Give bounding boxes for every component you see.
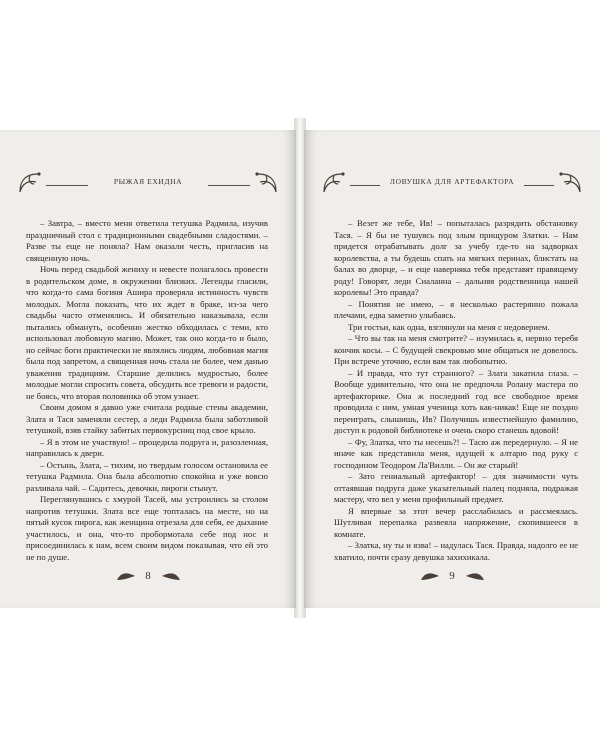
laurel-leaf-icon [419, 570, 441, 582]
left-page [0, 130, 296, 608]
laurel-leaf-icon [160, 570, 182, 582]
running-head-title: РЫЖАЯ ЕХИДНА [113, 177, 183, 186]
paragraph: – Златка, ну ты и язва! – надулась Тася. Правда, надолго ее не хватило, почти сразу девушка захихикала. [334, 540, 578, 562]
right-running-head [322, 176, 582, 200]
head-rule-right [208, 185, 250, 186]
paragraph: Переглянувшись с хмурой Тасей, мы устроились за столом напротив тетушки. Злата все еще топталась на месте, но на пятый кусок пирога, как женщина отрезала для себя, ее дыхание участилось, и она, что-то пробормотала себе под нос и присоединилась к нам, всем своим видом показывая, что ей это не по душе. [26, 494, 268, 562]
paragraph: Ночь перед свадьбой жениху и невесте полагалось провести в родительском доме, в окружении близких. Легенды гласили, что когда-то сама богиня Ашира проверяла истинность чувств молодых. Могла показать, что их ждет в браке, из-за чего свадьбы часто отменялись. И обязательно наказывала, если пытались обмануть, особенно жестко обходилась с теми, кто использовал любовную магию. Может, так оно когда-то и было, но сейчас боги практически не являлись людям, любовная магия была под запретом, а священная ночь стала не более, чем данью уважения традициям. Старшие делились мудростью, более молодые могли спросить совета, обсудить все тревоги и радости, не боясь, что вторая половинка об этом узнает. [26, 264, 268, 401]
page-number: 8 [145, 570, 151, 583]
head-rule-right [524, 185, 554, 186]
paragraph: – Что вы так на меня смотрите? – изумилась я, нервно теребя кончик косы. – С будущей свекровью мне общаться не довелось. При встрече уточню, если вам так любопытно. [334, 333, 578, 366]
paragraph: Три гостьи, как одна, взглянули на меня с недоверием. [348, 321, 550, 332]
page-number: 9 [449, 570, 455, 583]
running-head-title: ЛОВУШКА ДЛЯ АРТЕФАКТОРА [389, 177, 515, 186]
right-page-folio [304, 570, 600, 582]
paragraph: – Остынь, Злата, – тихим, но твердым голосом остановила ее тетушка Радмила. Она была абсолютно спокойна и уже вовсю разливала чай. – Садитесь, девочки, пироги стынут. [26, 459, 268, 493]
right-body-text [334, 218, 578, 563]
flourish-ornament-icon [252, 170, 278, 194]
left-running-head [18, 176, 278, 200]
left-page-folio [0, 570, 296, 582]
laurel-leaf-icon [464, 570, 486, 582]
paragraph: – И правда, что тут странного? – Злата закатила глаза. – Вообще удивительно, что она не предпочла Ролану мастера по артефакторике. Она ж последний год все свободное время проводила с ним, умная ученица хоть как-никак! Еще не поздно переиграть, слышишь, Ив? Получишь известнейшую фамилию, доступ к родовой библиотеке и очень скоро станешь вдовой! [334, 367, 578, 435]
paragraph: Я впервые за этот вечер расслабилась и рассмеялась. Шутливая перепалка развеяла напряжение, скопившееся в комнате. [334, 505, 578, 539]
flourish-ornament-icon [556, 170, 582, 194]
paragraph: – Везет же тебе, Ив! – попыталась разрядить обстановку Тася. – Я бы не тушуясь под злым прищуром Златки. – Нам придется отрабатывать долг за учебу где-то на задворках королевства, а ты будешь спать на мягких перинах, блистать на балах во дворце, – и еще наверняка тебя представят правящему роду! Говорят, леди Сиаланна – дальняя родственница нашей королевы! Это правда? [334, 218, 578, 297]
paragraph: – Понятия не имею, – я несколько растерянно пожала плечами, едва заметно улыбаясь. [334, 298, 578, 320]
right-page [304, 130, 600, 608]
laurel-leaf-icon [115, 570, 137, 582]
paragraph: – Завтра, – вместо меня ответила тетушка Радмила, изучив праздничный стол с традиционными свадебными сладостями. – Разве ты еще не поняла? Нам оказали честь, пригласив на священную ночь. [26, 218, 268, 263]
paragraph: – Зато гениальный артефактор! – для значимости чуть оттаявшая подруга даже указательный палец подняла, подражая мастеру, что вел у меня профильный предмет. [334, 471, 578, 504]
left-body-text [26, 218, 268, 563]
paragraph: – Фу, Златка, что ты несешь?! – Тасю аж передернуло. – Я не иначе как представила меня, идущей к алтарю под руку с господином Теодором Ла'Вилли. – Он же старый! [334, 436, 578, 470]
paragraph: – Я в этом не участвую! – процедила подруга и, разозленная, направилась к двери. [26, 436, 268, 458]
paragraph: Своим домом я давно уже считала родные стены академии, Злата и Тася заменяли сестер, а леди Радмила была заботливой тетушкой, взяв стайку забитых первокурсниц под свое крыло. [26, 402, 268, 435]
